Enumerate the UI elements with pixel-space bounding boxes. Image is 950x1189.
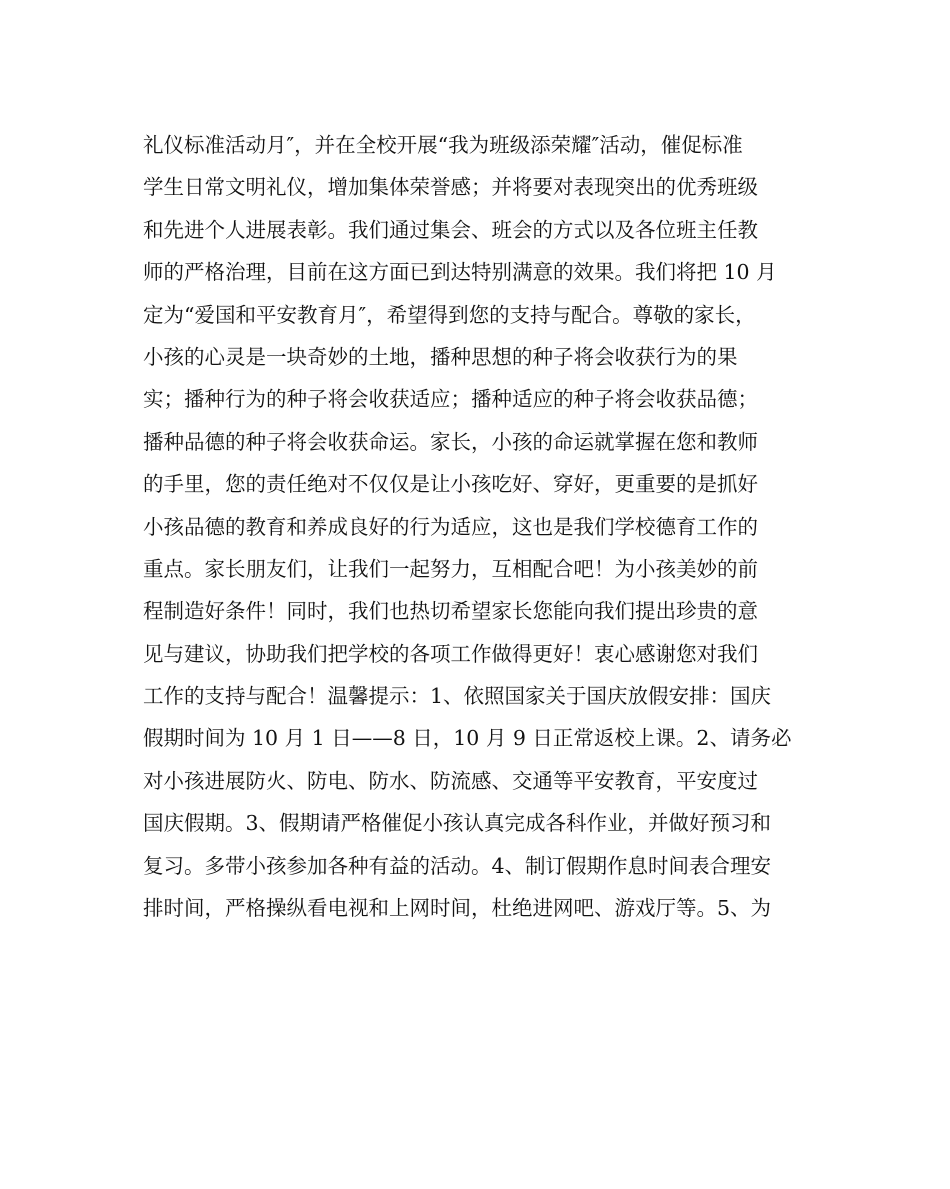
text-line: 定为“爱国和平安教育月″，希望得到您的支持与配合。尊敬的家长，	[143, 302, 756, 327]
text-line: 复习。多带小孩参加各种有益的活动。4、制订假期作息时间表合理安	[143, 853, 772, 878]
text-line: 的手里，您的责任绝对不仅仅是让小孩吃好、穿好，更重要的是抓好	[143, 472, 758, 497]
text-line: 礼仪标准活动月″，并在全校开展“我为班级添荣耀″活动，催促标准	[143, 133, 743, 157]
text-line: 小孩的心灵是一块奇妙的土地，播种思想的种子将会收获行为的果	[143, 344, 738, 369]
text-line: 实；播种行为的种子将会收获适应；播种适应的种子将会收获品德；	[143, 387, 758, 412]
text-line: 重点。家长朋友们，让我们一起努力，互相配合吧！为小孩美妙的前	[143, 556, 758, 581]
text-line: 和先进个人进展表彰。我们通过集会、班会的方式以及各位班主任教	[143, 217, 758, 242]
text-line: 对小孩进展防火、防电、防水、防流感、交通等平安教育，平安度过	[143, 768, 758, 793]
text-line: 假期时间为 10 月 1 日——8 日，10 月 9 日正常返校上课。2、请务必	[143, 726, 792, 751]
text-line: 程制造好条件！同时，我们也热切希望家长您能向我们提出珍贵的意	[143, 599, 758, 624]
text-line: 学生日常文明礼仪，增加集体荣誉感；并将要对表现突出的优秀班级	[143, 175, 758, 200]
text-line: 工作的支持与配合！温馨提示：1、依照国家关于国庆放假安排：国庆	[143, 684, 772, 709]
text-line: 播种品德的种子将会收获命运。家长，小孩的命运就掌握在您和教师	[143, 429, 758, 454]
text-line: 国庆假期。3、假期请严格催促小孩认真完成各科作业，并做好预习和	[143, 811, 772, 836]
text-line: 小孩品德的教育和养成良好的行为适应，这也是我们学校德育工作的	[143, 514, 758, 539]
text-line: 排时间，严格操纵看电视和上网时间，杜绝进网吧、游戏厅等。5、为	[143, 896, 772, 921]
text-line: 师的严格治理，目前在这方面已到达特别满意的效果。我们将把 10 月	[143, 260, 777, 285]
body-text	[143, 124, 823, 929]
text-line: 见与建议，协助我们把学校的各项工作做得更好！衷心感谢您对我们	[143, 641, 758, 666]
